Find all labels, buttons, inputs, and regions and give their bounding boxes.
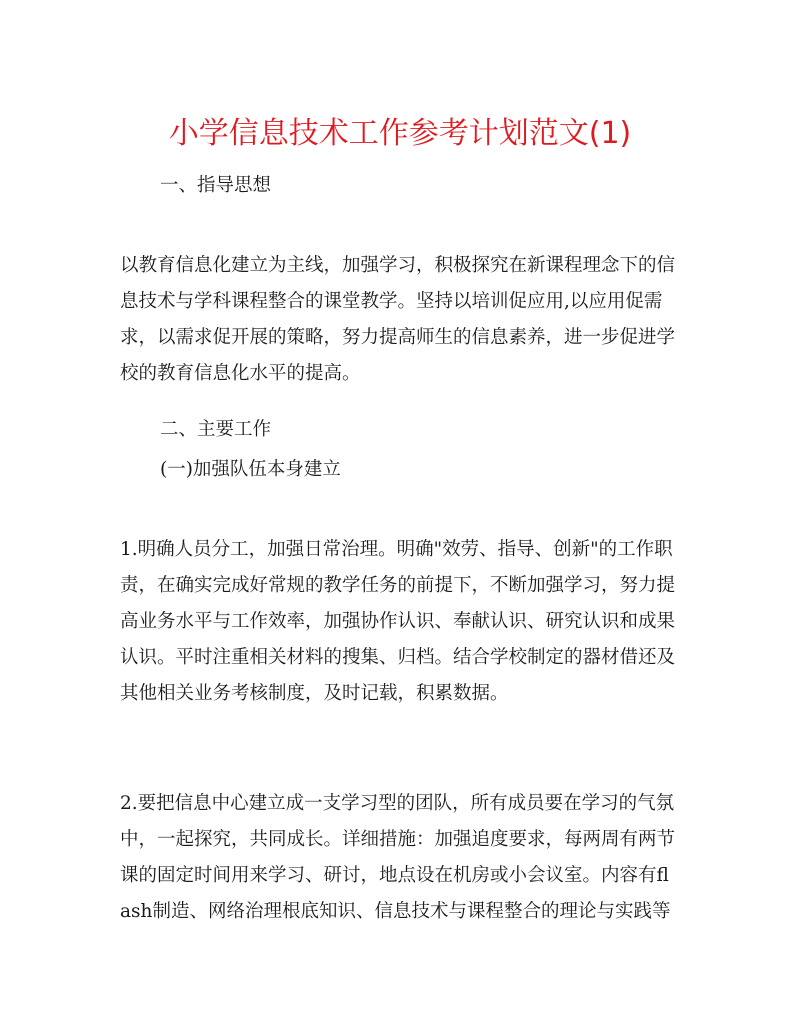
paragraph-line: 其他相关业务考核制度，及时记载，积累数据。 — [120, 683, 509, 704]
document-title: 小学信息技术工作参考计划范文(1) — [168, 116, 632, 151]
paragraph-line: 校的教育信息化水平的提高。 — [120, 363, 361, 384]
paragraph-line: 课的固定时间用来学习、研讨，地点设在机房或小会议室。内容有fl — [120, 865, 669, 886]
paragraph-line: 责，在确实完成好常规的教学任务的前提下，不断加强学习，努力提 — [120, 575, 676, 596]
section-heading-main-work: 二、主要工作 — [160, 419, 272, 440]
paragraph-line: 2.要把信息中心建立成一支学习型的团队，所有成员要在学习的气氛 — [120, 793, 675, 814]
paragraph-line: 认识。平时注重相关材料的搜集、归档。结合学校制定的器材借还及 — [120, 647, 676, 668]
paragraph-line: 中，一起探究，共同成长。详细措施：加强追度要求，每两周有两节 — [120, 829, 676, 850]
section-heading-guiding-thought: 一、指导思想 — [160, 175, 272, 196]
paragraph-line: ash制造、网络治理根底知识、信息技术与课程整合的理论与实践等 — [120, 901, 671, 922]
paragraph-line: 求，以需求促开展的策略，努力提高师生的信息素养，进一步促进学 — [120, 327, 676, 348]
paragraph-line: 以教育信息化建立为主线，加强学习，积极探究在新课程理念下的信 — [120, 255, 676, 276]
paragraph-line: 1.明确人员分工，加强日常治理。明确"效劳、指导、创新"的工作职 — [120, 539, 673, 560]
subsection-heading-team-building: (一)加强队伍本身建立 — [160, 459, 341, 480]
paragraph-line: 息技术与学科课程整合的课堂教学。坚持以培训促应用,以应用促需 — [120, 291, 663, 312]
paragraph-line: 高业务水平与工作效率，加强协作认识、奉献认识、研究认识和成果 — [120, 611, 676, 632]
